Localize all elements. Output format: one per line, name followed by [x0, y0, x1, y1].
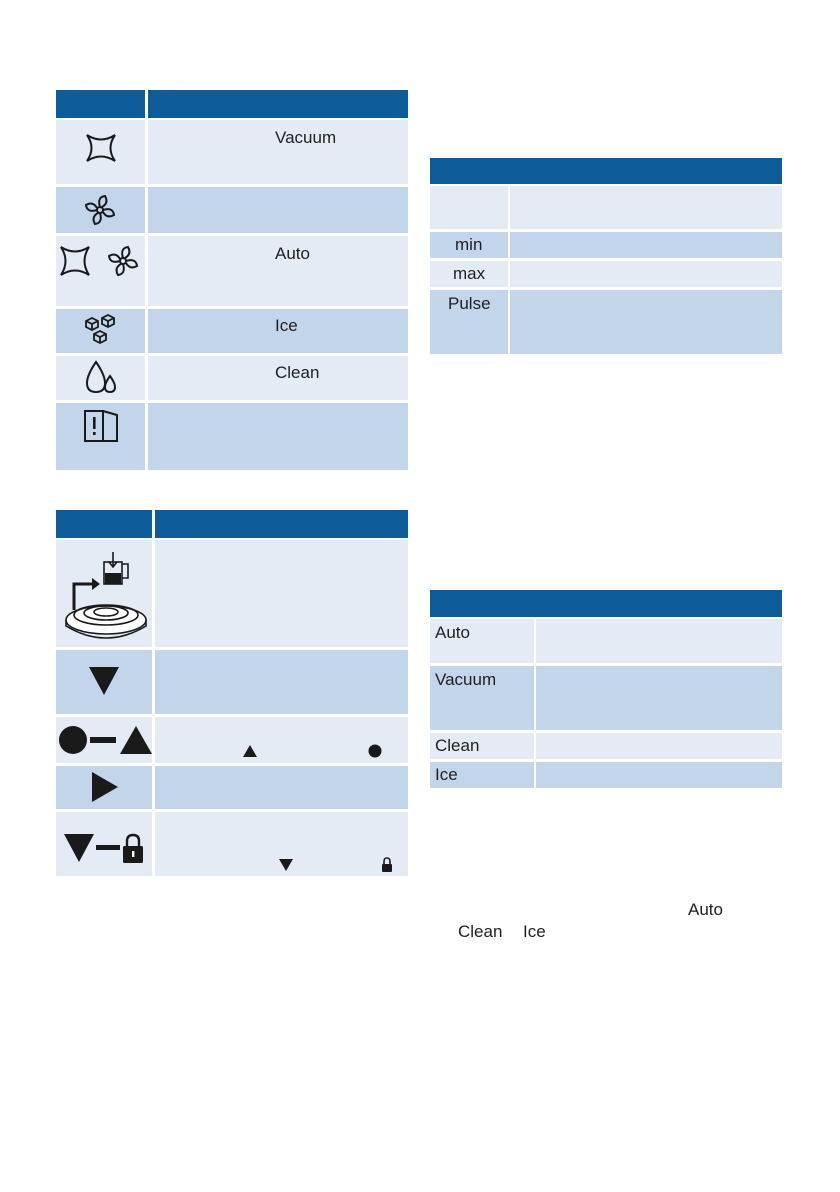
table-row: [430, 762, 782, 788]
table-row: [56, 120, 408, 184]
triangle-down-icon: [89, 667, 119, 695]
manual-warning-icon: [83, 409, 121, 443]
program-label-clean: Clean: [435, 736, 480, 755]
table-row: [430, 290, 782, 354]
speed-label-pulse: Pulse: [448, 294, 491, 313]
footer-word-clean: Clean: [458, 922, 503, 941]
table-row: [430, 261, 782, 287]
table-row: [56, 540, 408, 647]
program-label-auto: Auto: [435, 623, 470, 642]
vacuum-fan-icon: [58, 244, 144, 278]
fan-icon: [83, 193, 117, 227]
triangle-right-icon: [92, 772, 118, 802]
table-row: [56, 309, 408, 353]
table-header: [430, 590, 782, 617]
symbol-label-clean: Clean: [275, 363, 320, 382]
triangle-up-icon: [243, 745, 257, 757]
table-row: [430, 666, 782, 730]
table-row: [430, 232, 782, 258]
program-label-ice: Ice: [435, 765, 458, 784]
table-row: [56, 717, 408, 763]
table-header: [430, 158, 782, 184]
footer-word-auto: Auto: [688, 900, 723, 919]
table-row: [56, 403, 408, 470]
program-table-body: [430, 590, 782, 788]
lock-icon: [381, 857, 393, 872]
table-row: [56, 650, 408, 714]
table-row: [56, 236, 408, 306]
speed-label-max: max: [453, 264, 486, 283]
symbol-label-ice: Ice: [275, 316, 298, 335]
footer-word-ice: Ice: [523, 922, 546, 941]
symbol-label-auto: Auto: [275, 244, 310, 263]
symbols-table-body: [56, 90, 408, 470]
table-header: [56, 90, 408, 118]
triangle-lock-icon: [64, 832, 146, 864]
blender-base-attach-icon: [64, 550, 148, 642]
table-row: [430, 619, 782, 663]
water-drops-icon: [85, 359, 119, 397]
table-row: [56, 356, 408, 400]
ice-cubes-icon: [84, 313, 118, 349]
table-row: [56, 187, 408, 233]
speed-label-min: min: [455, 235, 483, 254]
table-row: [430, 733, 782, 759]
speed-table-body: [430, 158, 782, 354]
table-row: [56, 766, 408, 809]
symbol-label-vacuum: Vacuum: [275, 128, 337, 147]
circle-to-triangle-icon: [58, 724, 152, 756]
vacuum-icon: [84, 132, 118, 164]
table-header: [56, 510, 408, 538]
circle-icon: [368, 744, 382, 758]
table-row: [430, 186, 782, 229]
table-row: [56, 812, 408, 876]
assembly-table-body: [56, 510, 408, 876]
triangle-down-small-icon: [279, 859, 293, 871]
program-label-vacuum: Vacuum: [435, 670, 497, 689]
